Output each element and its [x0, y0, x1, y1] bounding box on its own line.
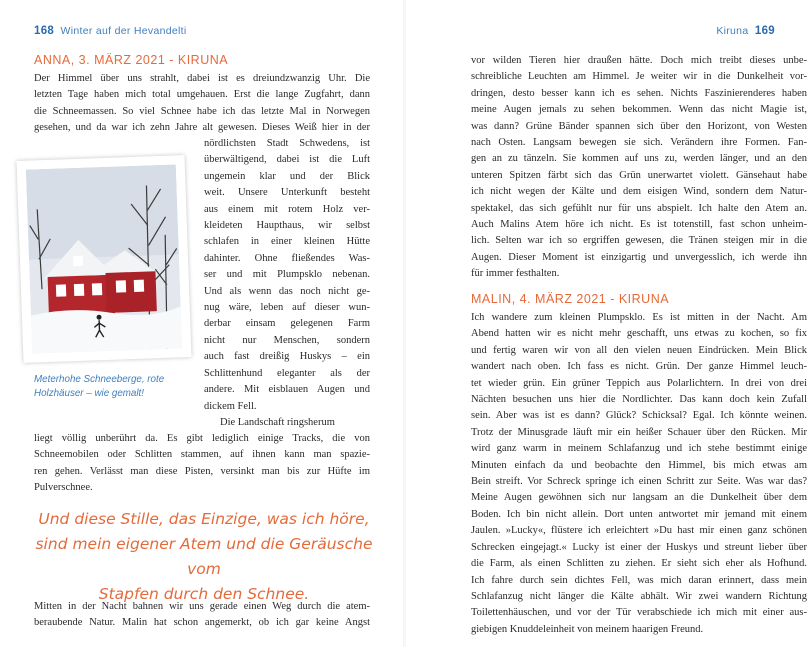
right-paragraph-2: [471, 310, 807, 638]
text-line: gen an zu tänzeln. Sie kommen auf uns zu, werden länger, und an den: [471, 153, 807, 165]
pull-quote-line: sind mein eigener Atem und die Geräusche vom: [35, 535, 373, 578]
text-line: die Schneemassen. So viel Schnee habe ich das letzte Mal in Norwegen: [34, 105, 370, 117]
left-paragraph-1: [34, 71, 370, 137]
text-line: Die Landschaft ringsherum: [220, 416, 335, 428]
right-running-head: [716, 25, 775, 37]
right-paragraph-1: [471, 53, 807, 283]
left-running-head: [34, 25, 187, 37]
right-running-title: Kiruna: [716, 25, 749, 37]
text-line: Auch Malins Atem höre ich nicht. Es ist totenstill, fast schon unheim-: [471, 219, 807, 231]
text-line: ich nicht wegen der Kälte und dem eisigen Wind, sondern dem Natur-: [471, 186, 807, 198]
pull-quote-line: Und diese Stille, das Einzige, was ich höre,: [38, 510, 370, 528]
text-line: wandert nach oben. Ich fass es nicht. Grün. Der ganze Himmel leuch-: [471, 361, 807, 373]
text-line: aus einem mit rotem Holz ver-: [204, 203, 370, 215]
text-line: ungemein klar und der Blick: [204, 170, 370, 182]
pull-quote: [34, 507, 374, 607]
text-line: spektakel, das sich gefühlt nur für uns abspielt. Ich halte den Atem an.: [471, 202, 807, 214]
text-line: lich. Selten war ich so ergriffen gewesen, die Tränen steigen mir in die: [471, 235, 807, 247]
text-line: Minuten einfach da und beobachte den Himmel, bis mich etwas am: [471, 459, 807, 471]
text-line: Trotz der Minusgrade läuft mir ein heißer Schauer über den Rücken. Mir: [471, 426, 807, 438]
text-line: Boden. Ich bin nicht allein. Dort unten antwortet mir jemand mit einem: [471, 508, 807, 520]
text-line: für immer festhalten.: [471, 268, 560, 280]
text-line: Schlafanzug nicht länger die Kälte abhält. Wir zwei wandern Richtung: [471, 590, 807, 602]
text-line: kleideten Haupthaus, wir selbst: [204, 220, 370, 232]
text-line: die Farm, als einen Schlitten zu ziehen. Er sieht sich eher als Hofhund.: [471, 558, 807, 570]
text-line: derbar einsam gelegenen Farm: [204, 318, 370, 330]
entry-heading-malin: MALIN, 4. MÄRZ 2021 - KIRUNA: [471, 292, 670, 306]
text-line: und fertig waren wir von all den vielen neuen Eindrücken. Mein Blick: [471, 344, 807, 356]
snow-house-photo: [17, 155, 192, 363]
left-page-number: 168: [34, 25, 55, 37]
text-line: nug wäre, leben auf dieser wun-: [204, 302, 370, 314]
text-line: sein. Aber was ist es dann? Glück? Schicksal? Egal. Ich könnte weinen.: [471, 410, 807, 422]
text-line: Mitten in der Nacht bahnen wir uns gerade einen Weg durch die atem-: [34, 601, 370, 612]
text-line: Nächten besuchen uns hier die Nordlichter. Das kann doch kein Zufall: [471, 394, 807, 406]
text-line: letzten Tage haben mich total umgehauen. Erst die lange Zugfahrt, dann: [34, 89, 370, 101]
right-page-number: 169: [754, 25, 775, 37]
text-line: liegt völlig unberührt da. Es gibt lediglich einige Tracks, die von: [34, 433, 370, 444]
text-line: Ich wandere zum kleinen Plumpsklo. Es ist mitten in der Nacht. Am: [471, 312, 807, 323]
left-page: [0, 0, 404, 647]
text-line: überwältigend, dabei ist die Luft: [204, 154, 370, 166]
text-line: Ich fahre durch sein dichtes Fell, was mich daran erinnert, dass mein: [471, 574, 807, 586]
left-paragraph-2: [34, 431, 370, 497]
text-line: ren gehen. Verlässt man diese Pisten, versinkt man bis zur Hüfte im: [34, 465, 370, 477]
text-line: wird ganz warm in meinem Schlafanzug und ich stehe bestimmt einige: [471, 443, 807, 455]
text-line: weit. Unsere Unterkunft besteht: [204, 187, 370, 199]
text-line: beraubende Natur. Malin hat schon angemerkt, ob ich gar keine Angst: [34, 617, 370, 629]
photo-image: [26, 164, 182, 353]
pull-quote-line: Stapfen durch den Schnee.: [98, 585, 310, 603]
left-paragraph-3: [34, 599, 370, 632]
text-line: gesehen, und da war ich zehn Jahre alt gewesen. Dieses Weiß hier in der: [34, 122, 370, 134]
text-line: Toilettenhäuschen, und vor der Tür verabschiede ich mich mit einer aus-: [471, 607, 807, 619]
text-line: auch fast dreißig Huskys – ein: [204, 351, 370, 363]
text-line: schreibliche Leuchten am Himmel. Je weiter wir in die Dunkelheit vor-: [471, 71, 807, 83]
text-line: Pulverschnee.: [34, 482, 93, 494]
text-line: Schneemobilen oder Schlitten stammen, auf ihnen kann man spazie-: [34, 449, 370, 461]
text-line: andere. Mit eisblauen Augen und: [204, 384, 370, 396]
text-line: nördlichsten Stadt Schwedens, ist: [204, 138, 370, 149]
text-line: Abend hatten wir es nicht mehr geschafft, uns etwas zu kochen, so fix: [471, 328, 807, 340]
left-running-title: Winter auf der Hevandelti: [60, 25, 187, 37]
text-line: unteren Spitzen färbt sich das Grün unerwartet violett. Gänsehaut habe: [471, 169, 807, 181]
text-line: Schrecken eingejagt.« Lucky ist einer der Huskys und streunt lieber über: [471, 541, 807, 553]
text-line: giebigen Knuddeleinheit von meinem haarigen Freund.: [471, 623, 704, 635]
text-line: schlafen in einer kleinen Hütte: [204, 236, 370, 248]
text-line: meine Augen jemals zu sehen bekommen. Wenn das nicht Magie ist,: [471, 104, 807, 116]
text-line: dickem Fell.: [204, 400, 257, 412]
text-line: Meine Augen gewöhnen sich nur langsam an die Dunkelheit über dem: [471, 492, 807, 504]
text-line: tet wieder grün. Ein grüner Teppich aus Polarlichtern. In drei von drei: [471, 377, 807, 389]
text-line: ser und mit Plumpsklo nebenan.: [204, 269, 370, 281]
text-line: Schlittenhund eleganter als der: [204, 367, 370, 379]
right-page: [405, 0, 809, 647]
left-wrapped-paragraph: [204, 136, 370, 431]
text-line: was dann? Grüne Bänder spannen sich über den Horizont, von Westen: [471, 120, 807, 132]
text-line: Jaulen. »Lucky«, flüstere ich erleichtert »Du hast mir einen ganz schönen: [471, 525, 807, 537]
text-line: Augen. Dieser Moment ist einzigartig und unvergesslich, ich werde ihn: [471, 251, 807, 263]
text-line: nicht nur Menschen, sondern: [204, 334, 370, 346]
entry-heading-anna: ANNA, 3. MÄRZ 2021 - KIRUNA: [34, 53, 229, 67]
photo-caption: Meterhohe Schneeberge, rote Holzhäuser – wie gemalt!: [34, 374, 165, 399]
text-line: Und als wenn das noch nicht ge-: [204, 285, 370, 297]
text-line: dahinter. Ohne fließendes Was-: [204, 252, 370, 264]
text-line: Der Himmel über uns strahlt, dabei ist es dreiundzwanzig Uhr. Die: [34, 73, 370, 84]
text-line: dringen, desto besser kann ich es sehen. Nichts Faszinierenderes haben: [471, 87, 807, 99]
text-line: Bein streift. Vor Schreck springe ich einen Schritt zur Seite. Was war das?: [471, 476, 807, 488]
text-line: vor wilden Tieren hier draußen hätte. Doch mich treibt dieses unbe-: [471, 55, 807, 66]
text-line: nach Osten. Langsam bewegen sie sich. Verändern ihre Formen. Fan-: [471, 137, 807, 149]
